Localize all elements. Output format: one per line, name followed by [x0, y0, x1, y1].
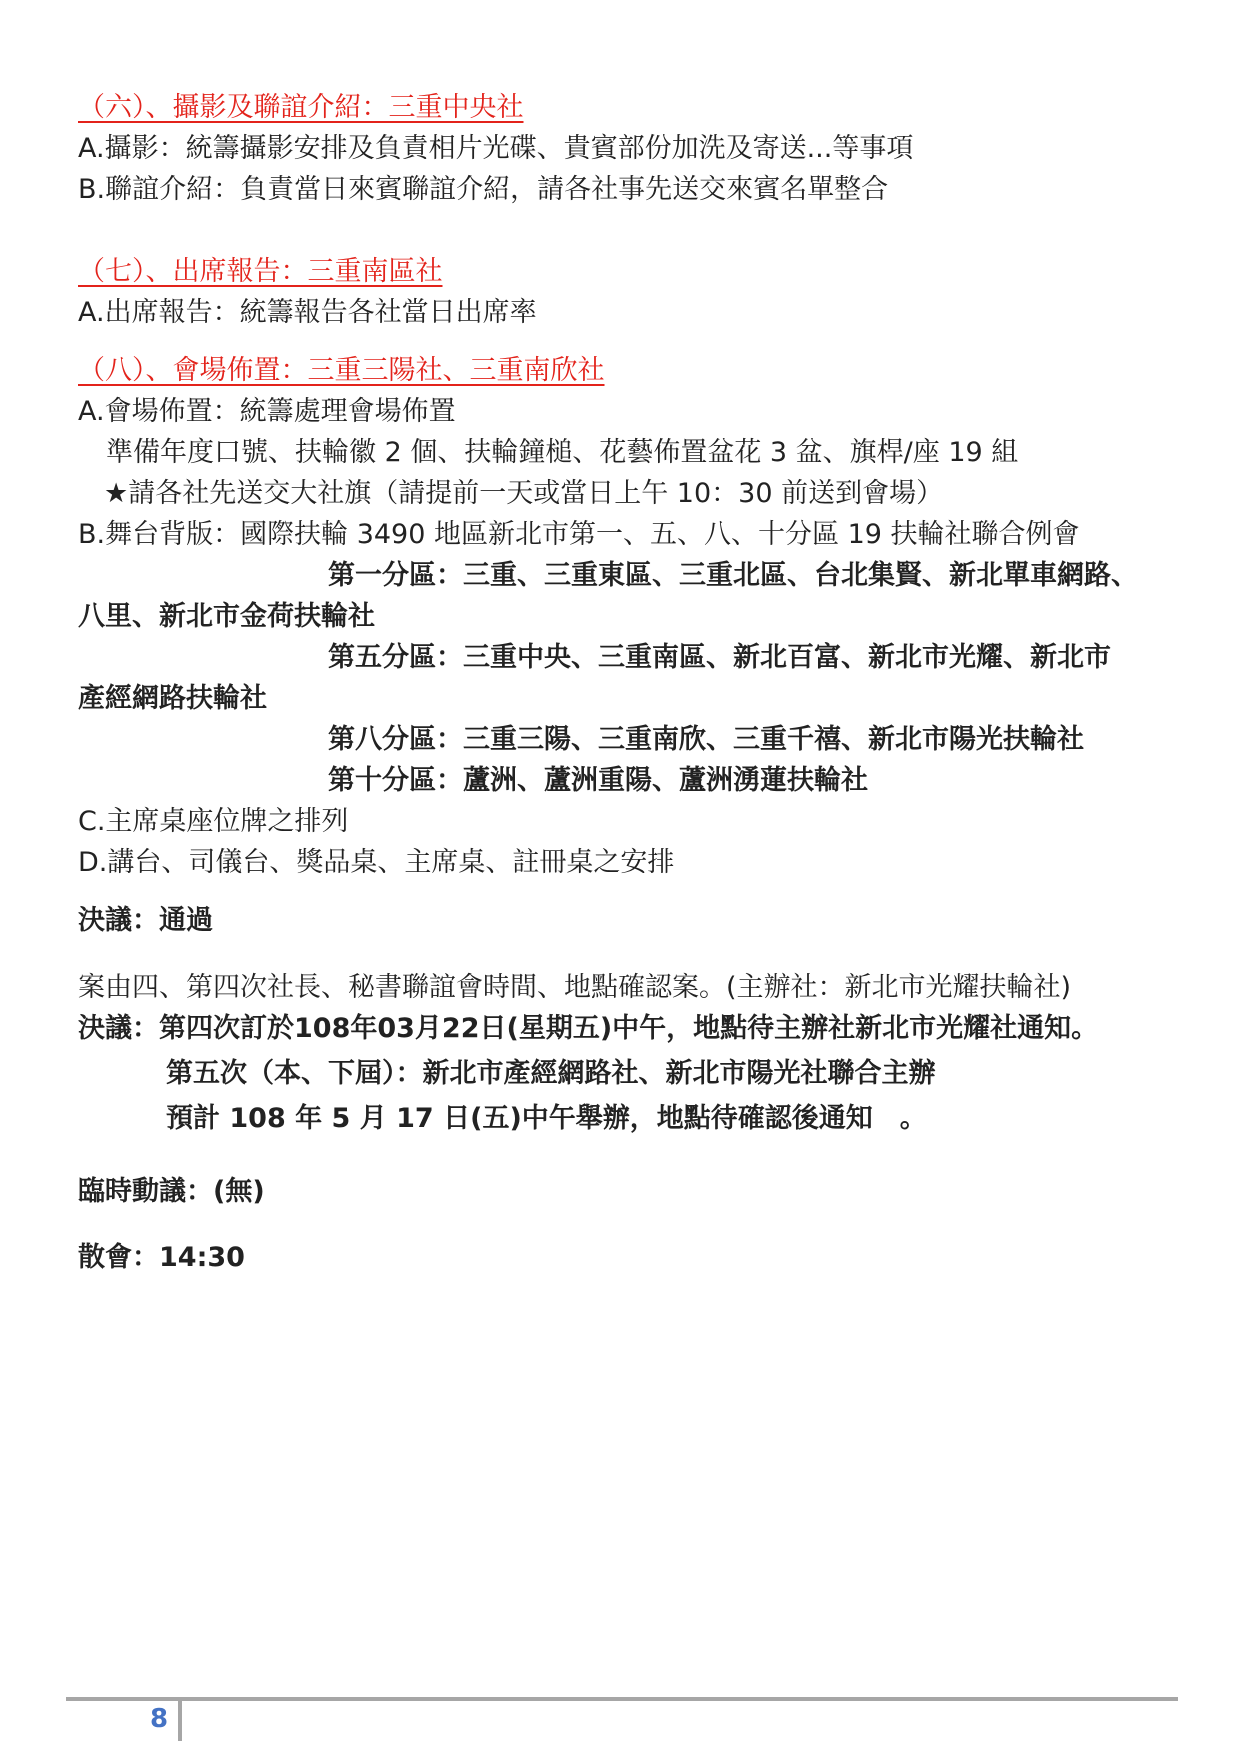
section-7-item-a: A.出席報告：統籌報告各社當日出席率	[78, 297, 537, 328]
resolution-approved: 決議：通過	[78, 905, 213, 936]
section-8-item-b: B.舞台背版：國際扶輪 3490 地區新北市第一、五、八、十分區 19 扶輪社聯合例會	[78, 519, 1080, 550]
zone-8-line: 第八分區：三重三陽、三重南欣、三重千禧、新北市陽光扶輪社	[328, 724, 1084, 755]
extempore-motions: 臨時動議：(無)	[78, 1176, 265, 1207]
page-number: 8	[150, 1704, 169, 1734]
section-8-item-a-detail: 準備年度口號、扶輪徽 2 個、扶輪鐘槌、花藝佈置盆花 3 盆、旗桿/座 19 組	[106, 437, 1019, 468]
section-6-heading: （六）、攝影及聯誼介紹：三重中央社	[78, 92, 524, 123]
case-4-next-date: 預計 108 年 5 月 17 日(五)中午舉辦，地點待確認後通知 。	[166, 1103, 927, 1134]
section-7-heading: （七）、出席報告：三重南區社	[78, 256, 443, 287]
zone-5-line: 第五分區：三重中央、三重南區、新北百富、新北市光耀、新北市	[328, 642, 1111, 673]
section-8-item-a: A.會場佈置：統籌處理會場佈置	[78, 396, 456, 427]
zone-1-line: 第一分區：三重、三重東區、三重北區、台北集賢、新北單車網路、	[328, 560, 1138, 591]
section-8-item-d: D.講台、司儀台、獎品桌、主席桌、註冊桌之安排	[78, 847, 675, 878]
case-4-title: 案由四、第四次社長、秘書聯誼會時間、地點確認案。(主辦社：新北市光耀扶輪社)	[78, 972, 1072, 1003]
section-8-item-c: C.主席桌座位牌之排列	[78, 806, 349, 837]
adjournment: 散會：14:30	[78, 1242, 245, 1273]
section-6-item-b: B.聯誼介紹：負責當日來賓聯誼介紹，請各社事先送交來賓名單整合	[78, 174, 889, 205]
case-4-resolution: 決議：第四次訂於108年03月22日(星期五)中午，地點待主辦社新北市光耀社通知。	[78, 1013, 1099, 1044]
zone-5-line-cont: 產經網路扶輪社	[78, 683, 267, 714]
section-8-item-a-note: ★請各社先送交大社旗（請提前一天或當日上午 10：30 前送到會場）	[104, 478, 944, 509]
section-8-heading: （八）、會場佈置：三重三陽社、三重南欣社	[78, 355, 605, 386]
footer-rule	[66, 1697, 1178, 1701]
case-4-next-meeting: 第五次（本、下屆）：新北市產經網路社、新北市陽光社聯合主辦	[166, 1058, 936, 1089]
zone-1-line-cont: 八里、新北市金荷扶輪社	[78, 601, 375, 632]
section-6-item-a: A.攝影：統籌攝影安排及負責相片光碟、貴賓部份加洗及寄送...等事項	[78, 133, 914, 164]
footer-separator	[178, 1697, 182, 1741]
zone-10-line: 第十分區：蘆洲、蘆洲重陽、蘆洲湧蓮扶輪社	[328, 765, 868, 796]
